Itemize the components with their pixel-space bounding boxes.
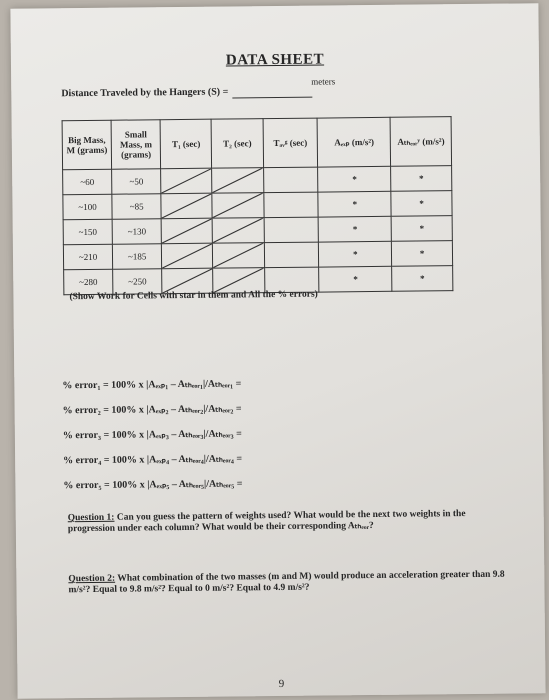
question-2-label: Question 2: (68, 573, 116, 585)
big-mass-cell[interactable]: ~150 (63, 219, 112, 245)
distance-blank (232, 86, 312, 99)
diagonal-strike (161, 169, 211, 194)
t1-cell[interactable] (162, 243, 213, 269)
star-marker: * (353, 249, 358, 260)
percent-error-formula: % error₂ = 100% x |Aₑₓₚ₂ – Aₜₕₑₒᵣ₂|/Aₜₕₑₒᵣ₂ = (62, 403, 242, 417)
big-mass-cell[interactable]: ~60 (63, 169, 112, 195)
big-mass-cell[interactable]: ~100 (63, 194, 112, 220)
header-tavg: Tₐᵥᵍ (sec) (263, 118, 318, 168)
big-mass-cell[interactable]: ~280 (64, 269, 113, 295)
data-sheet-page (10, 3, 545, 698)
aexp-cell[interactable] (318, 216, 391, 242)
big-mass-cell[interactable]: ~210 (63, 244, 112, 270)
diagonal-strike (162, 269, 212, 294)
t2-cell[interactable] (213, 218, 264, 244)
page-number: 9 (278, 677, 285, 691)
tavg-cell[interactable] (263, 192, 318, 218)
t1-cell[interactable] (161, 193, 212, 219)
question-2 (68, 570, 508, 597)
header-aexp: Aₑₓₚ (m/s²) (317, 117, 390, 167)
t1-cell[interactable] (161, 218, 212, 244)
star-marker: * (419, 198, 424, 209)
star-marker: * (352, 174, 357, 185)
small-mass-cell[interactable]: ~250 (113, 269, 162, 295)
table-header-row (62, 117, 451, 170)
star-marker: * (419, 223, 425, 234)
tavg-cell[interactable] (264, 217, 319, 243)
atheory-cell[interactable] (391, 216, 452, 242)
small-mass-cell[interactable]: ~50 (112, 169, 161, 195)
header-t2: T₂ (sec) (212, 119, 264, 169)
header-atheory: Aₜₕₑₒᵣʸ (m/s²) (390, 117, 451, 167)
star-marker: * (352, 224, 358, 235)
diagonal-strike (213, 218, 263, 243)
tavg-cell[interactable] (264, 242, 319, 268)
header-small-mass: Small Mass, m (grams) (111, 120, 161, 170)
small-mass-cell[interactable]: ~85 (112, 194, 161, 220)
page-title: DATA SHEET (225, 51, 325, 69)
percent-error-formula: % error₃ = 100% x |Aₑₓₚ₃ – Aₜₕₑₒᵣ₃|/Aₜₕₑₒᵣ₃ = (62, 428, 242, 442)
aexp-cell[interactable] (319, 241, 392, 267)
star-marker: * (420, 273, 425, 284)
diagonal-strike (162, 219, 212, 244)
t2-cell[interactable] (212, 168, 263, 194)
star-marker: * (419, 173, 424, 184)
aexp-cell[interactable] (318, 166, 391, 192)
t1-cell[interactable] (161, 168, 212, 194)
diagonal-strike (213, 243, 263, 268)
aexp-cell[interactable] (318, 191, 391, 217)
percent-error-formula: % error₄ = 100% x |Aₑₓₚ₄ – Aₜₕₑₒᵣ₄|/Aₜₕₑₒᵣ₄ = (63, 453, 243, 467)
question-1 (68, 509, 508, 536)
atheory-cell[interactable] (391, 166, 452, 192)
small-mass-cell[interactable]: ~185 (112, 244, 161, 270)
tavg-cell[interactable] (263, 167, 318, 193)
star-marker: * (419, 248, 425, 259)
header-big-mass: Big Mass, M (grams) (62, 120, 112, 170)
diagonal-strike (213, 168, 263, 193)
atheory-cell[interactable] (391, 191, 452, 217)
t2-cell[interactable] (213, 243, 264, 269)
diagonal-strike (162, 194, 212, 219)
question-1-label: Question 1: (67, 512, 115, 524)
t2-cell[interactable] (212, 193, 263, 219)
percent-error-formula: % error₁ = 100% x |Aₑₓₚ₁ – Aₜₕₑₒᵣ₁|/Aₜₕₑₒᵣ₁ = (62, 378, 242, 392)
percent-error-formulas (62, 378, 242, 505)
diagonal-strike (214, 268, 264, 293)
star-marker: * (352, 199, 358, 210)
diagonal-strike (162, 244, 212, 269)
diagonal-strike (213, 193, 263, 218)
distance-unit: meters (311, 76, 336, 87)
question-1-text: Can you guess the pattern of weights used? What would be the next two weights in the progression under each column? What would be their corresponding Aₜₕₑₒᵣ? (67, 509, 466, 535)
star-marker: * (353, 274, 358, 285)
header-t1: T₁ (sec) (160, 119, 212, 169)
atheory-cell[interactable] (392, 241, 453, 267)
atheory-cell[interactable] (392, 266, 453, 292)
small-mass-cell[interactable]: ~130 (112, 219, 161, 245)
question-2-text: What combination of the two masses (m and M) would produce an acceleration greater than 9.8 m/s²? Equal to 9.8 m/s²? Equal to 0 m/s²? Equal to 4.9 m/s²? (68, 569, 505, 596)
show-work-note: (Show Work for Cells with star in them and All the % errors) (69, 289, 318, 303)
data-table (62, 116, 454, 295)
percent-error-formula: % error₅ = 100% x |Aₑₓₚ₅ – Aₜₕₑₒᵣ₅|/Aₜₕₑₒᵣ₅ = (63, 478, 243, 492)
distance-line (61, 86, 312, 101)
distance-label: Distance Traveled by the Hangers (S) = (61, 86, 229, 100)
aexp-cell[interactable] (319, 266, 392, 292)
